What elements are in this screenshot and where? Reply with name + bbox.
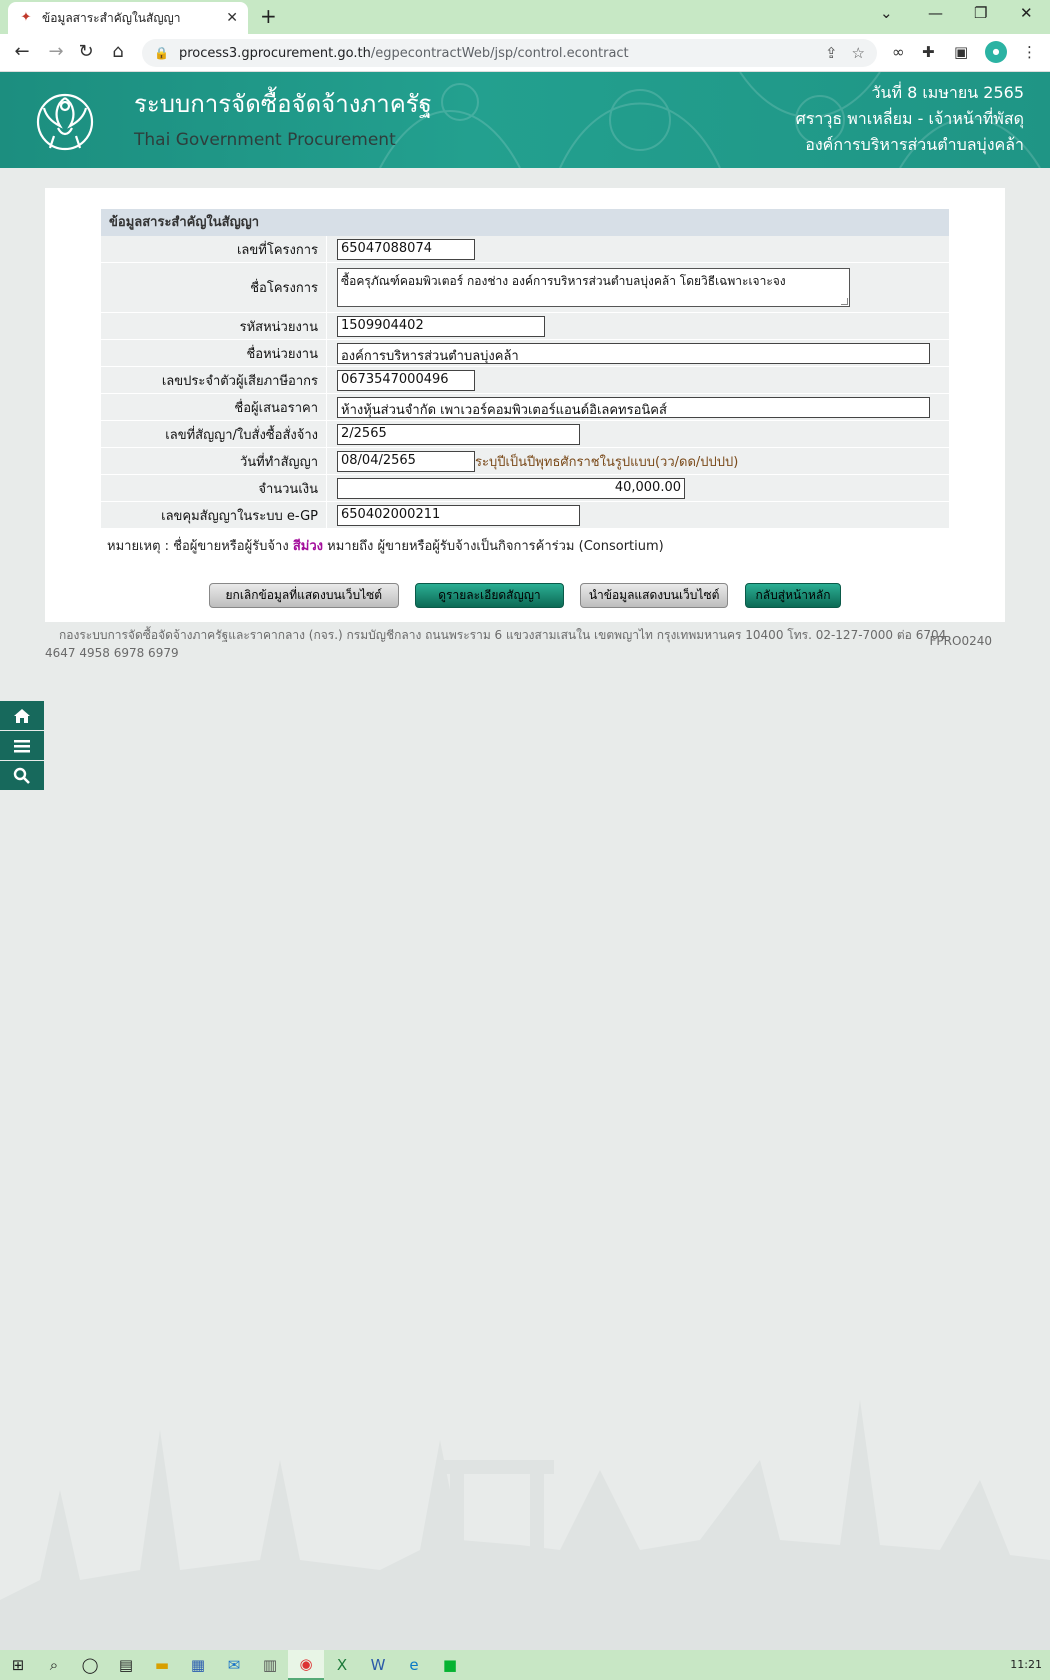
project-name-textarea[interactable]: ซื้อครุภัณฑ์คอมพิวเตอร์ กองช่าง องค์การบริหารส่วนตำบลบุ่งคล้า โดยวิธีเฉพาะเจาะจง bbox=[337, 268, 850, 307]
system-name-en: Thai Government Procurement bbox=[134, 130, 396, 150]
egp-control-no-field[interactable]: 650402000211 bbox=[337, 505, 580, 526]
file-explorer-icon[interactable]: ▬ bbox=[154, 1656, 170, 1674]
share-icon[interactable]: ⇪ bbox=[824, 44, 838, 62]
cortana-icon[interactable]: ◯ bbox=[81, 1656, 99, 1674]
word-icon[interactable]: W bbox=[370, 1656, 386, 1674]
extension-icon[interactable]: ∞ bbox=[892, 43, 905, 61]
bookmark-star-icon[interactable]: ☆ bbox=[851, 44, 865, 62]
restore-button[interactable]: ❐ bbox=[974, 4, 988, 22]
date-format-hint: ระบุปีเป็นปีพุทธศักราชในรูปแบบ(วว/ดด/ปปปป) bbox=[475, 454, 739, 470]
dept-name-field[interactable]: องค์การบริหารส่วนตำบลบุ่งคล้า bbox=[337, 343, 930, 364]
new-tab-button[interactable]: + bbox=[260, 4, 277, 28]
tax-id-label: เลขประจำตัวผู้เสียภาษีอากร bbox=[101, 367, 327, 393]
contract-details-button[interactable]: ดูรายละเอียดสัญญา bbox=[415, 583, 563, 608]
taskbar-clock: 11:21 bbox=[1010, 1658, 1042, 1671]
forward-button[interactable]: → bbox=[48, 41, 64, 62]
user-info bbox=[796, 80, 1024, 158]
tax-id-field[interactable]: 0673547000496 bbox=[337, 370, 475, 391]
close-window-button[interactable]: ✕ bbox=[1020, 4, 1033, 22]
excel-icon[interactable]: X bbox=[336, 1656, 348, 1674]
action-buttons bbox=[45, 583, 1005, 608]
back-button[interactable]: ← bbox=[14, 41, 30, 62]
row-bidder-name bbox=[101, 394, 949, 421]
profile-avatar[interactable]: ● bbox=[985, 41, 1007, 63]
mail-icon[interactable]: ✉ bbox=[227, 1656, 241, 1674]
browser-toolbar bbox=[0, 34, 1050, 72]
windows-taskbar bbox=[0, 1650, 1050, 1680]
user-organization: องค์การบริหารส่วนตำบลบุ่งคล้า bbox=[805, 135, 1024, 154]
project-name-label: ชื่อโครงการ bbox=[101, 263, 327, 312]
floating-side-menu bbox=[0, 701, 44, 791]
home-icon[interactable] bbox=[0, 701, 44, 730]
row-project-name bbox=[101, 263, 949, 313]
publish-button[interactable]: นำข้อมูลแสดงบนเว็บไซต์ bbox=[580, 583, 729, 608]
back-home-button[interactable]: กลับสู่หน้าหลัก bbox=[745, 583, 842, 608]
address-bar[interactable] bbox=[142, 39, 877, 67]
row-project-no bbox=[101, 236, 949, 263]
row-dept-code bbox=[101, 313, 949, 340]
user-name-role: ศราวุธ พาเหลี่ยม - เจ้าหน้าที่พัสดุ bbox=[795, 109, 1024, 128]
menu-list-icon[interactable] bbox=[0, 731, 44, 760]
bidder-name-label: ชื่อผู้เสนอราคา bbox=[101, 394, 327, 420]
amount-field[interactable]: 40,000.00 bbox=[337, 478, 685, 499]
chrome-icon[interactable]: ◉ bbox=[288, 1650, 324, 1680]
task-view-icon[interactable]: ▤ bbox=[118, 1656, 134, 1674]
dept-code-field[interactable]: 1509904402 bbox=[337, 316, 545, 337]
contract-no-field[interactable]: 2/2565 bbox=[337, 424, 580, 445]
row-amount bbox=[101, 475, 949, 502]
note-prefix: หมายเหตุ : ชื่อผู้ขายหรือผู้รับจ้าง bbox=[107, 539, 289, 554]
cancel-display-button[interactable]: ยกเลิกข้อมูลที่แสดงบนเว็บไซต์ bbox=[209, 583, 400, 608]
row-dept-name bbox=[101, 340, 949, 367]
contract-date-label: วันที่ทำสัญญา bbox=[101, 448, 327, 474]
minimize-button[interactable]: — bbox=[928, 4, 943, 22]
edge-icon[interactable]: e bbox=[409, 1656, 419, 1674]
row-contract-date bbox=[101, 448, 949, 475]
menu-kebab-icon[interactable]: ⋮ bbox=[1022, 43, 1037, 61]
site-header bbox=[0, 72, 1050, 168]
browser-tab-strip bbox=[0, 0, 1050, 34]
calculator-icon[interactable]: ▥ bbox=[262, 1656, 278, 1674]
taskbar-search-icon[interactable]: ⌕ bbox=[49, 1656, 59, 1674]
project-no-label: เลขที่โครงการ bbox=[101, 236, 327, 262]
current-date: วันที่ 8 เมษายน 2565 bbox=[871, 83, 1024, 102]
line-app-icon[interactable]: ■ bbox=[442, 1656, 458, 1674]
side-panel-icon[interactable]: ▣ bbox=[954, 43, 969, 61]
dept-code-label: รหัสหน่วยงาน bbox=[101, 313, 327, 339]
consortium-note bbox=[101, 535, 949, 556]
row-tax-id bbox=[101, 367, 949, 394]
extensions-puzzle-icon[interactable]: ✚ bbox=[922, 43, 935, 61]
amount-label: จำนวนเงิน bbox=[101, 475, 327, 501]
home-button[interactable]: ⌂ bbox=[112, 41, 124, 62]
windows-start-icon[interactable]: ⊞ bbox=[11, 1656, 25, 1674]
temple-silhouette-background bbox=[0, 1370, 1050, 1650]
site-favicon-icon: ✦ bbox=[20, 10, 32, 25]
tab-close-icon[interactable]: ✕ bbox=[226, 10, 238, 26]
url-text: process3.gprocurement.go.th/egpecontractWeb/jsp/control.econtract bbox=[178, 45, 629, 61]
system-name-th: ระบบการจัดซื้อจัดจ้างภาครัฐ bbox=[134, 90, 432, 118]
dept-name-label: ชื่อหน่วยงาน bbox=[101, 340, 327, 366]
lock-icon: 🔒 bbox=[154, 46, 169, 60]
egp-control-no-label: เลขคุมสัญญาในระบบ e-GP bbox=[101, 502, 327, 528]
search-icon[interactable] bbox=[0, 761, 44, 790]
content-card bbox=[45, 188, 1005, 622]
bidder-name-field[interactable]: ห้างหุ้นส่วนจำกัด เพาเวอร์คอมพิวเตอร์แอนด์อิเลคทรอนิคส์ bbox=[337, 397, 930, 418]
footer-address: กองระบบการจัดซื้อจัดจ้างภาครัฐและราคากลาง (กจร.) กรมบัญชีกลาง ถนนพระราม 6 แขวงสามเสนใน เขตพญาไท กรุงเทพมหานคร 10400 โทร. 02-127-7000 ต่อ 6704 4647 4958 6978 6979 bbox=[45, 628, 947, 660]
note-purple-word: สีม่วง bbox=[292, 539, 323, 554]
project-no-field[interactable]: 65047088074 bbox=[337, 239, 475, 260]
browser-tab[interactable] bbox=[8, 2, 248, 34]
note-suffix: หมายถึง ผู้ขายหรือผู้รับจ้างเป็นกิจการค้าร่วม (Consortium) bbox=[327, 539, 664, 554]
contract-date-field[interactable]: 08/04/2565 bbox=[337, 451, 475, 472]
reload-button[interactable]: ↻ bbox=[78, 41, 94, 62]
row-contract-no bbox=[101, 421, 949, 448]
contract-summary-form bbox=[101, 209, 949, 556]
form-title: ข้อมูลสาระสำคัญในสัญญา bbox=[101, 209, 949, 236]
contract-no-label: เลขที่สัญญา/ใบสั่งซื้อสั่งจ้าง bbox=[101, 421, 327, 447]
row-egp-control-no bbox=[101, 502, 949, 529]
tab-search-chevron-icon[interactable]: ⌄ bbox=[880, 4, 893, 22]
store-icon[interactable]: ▦ bbox=[190, 1656, 206, 1674]
page-code: FPRO0240 bbox=[929, 634, 992, 648]
garuda-logo[interactable] bbox=[32, 86, 98, 156]
tab-title: ข้อมูลสาระสำคัญในสัญญา bbox=[42, 10, 181, 25]
